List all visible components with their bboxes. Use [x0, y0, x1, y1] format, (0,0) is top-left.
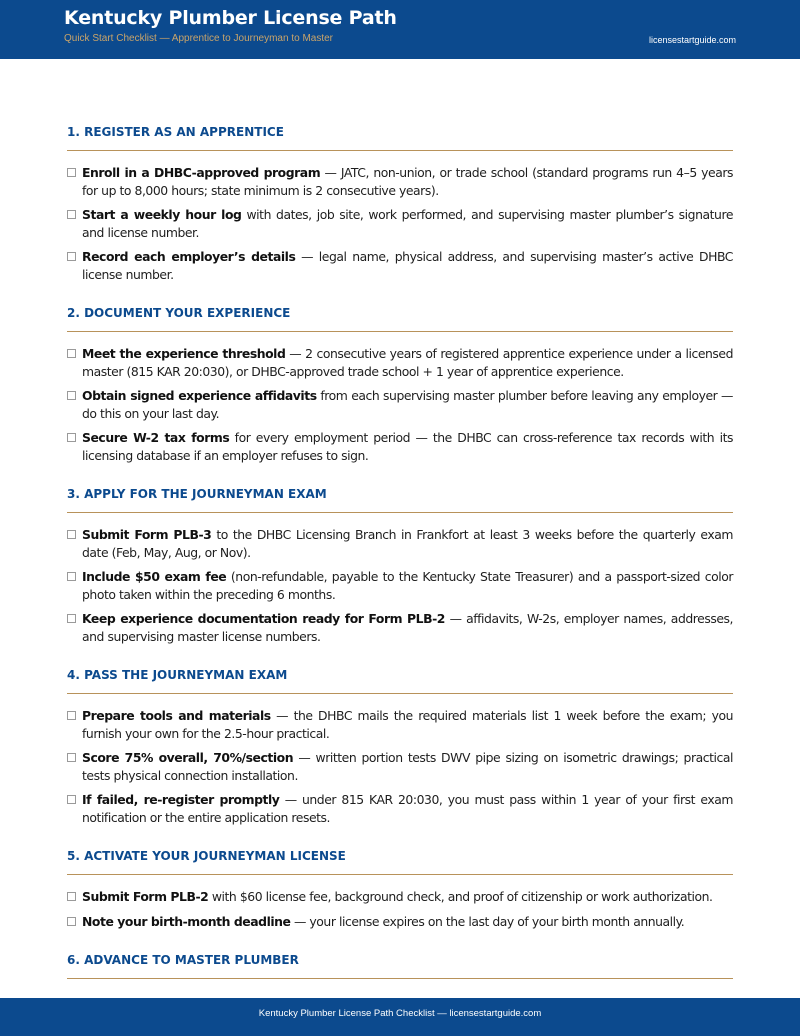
checkbox-icon[interactable] — [67, 252, 76, 261]
checklist-section — [67, 943, 733, 979]
checkbox-icon[interactable] — [67, 753, 76, 762]
item-title: Meet the experience threshold — [82, 346, 286, 361]
item-title: Include $50 exam fee — [82, 569, 227, 584]
item-description: to the DHBC Licensing Branch in Frankfort at least 3 weeks before the quarterly exam date (Feb, May, Aug, or Nov). — [82, 527, 734, 560]
checklist-section — [67, 296, 733, 477]
page-title: Kentucky Plumber License Path — [64, 7, 397, 29]
item-title: Record each employer’s details — [82, 249, 296, 264]
checklist-items — [67, 875, 733, 943]
checklist-section — [67, 115, 733, 296]
page-subtitle: Quick Start Checklist — Apprentice to Journeyman to Master — [64, 33, 333, 44]
checklist-items — [67, 694, 733, 839]
checklist-section — [67, 839, 733, 943]
section-heading: 1. REGISTER AS AN APPRENTICE — [67, 115, 733, 151]
item-description: — 2 consecutive years of registered apprentice experience under a licensed master (815 KAR 20:030), or DHBC-approved trade school + 1 year of apprentice experience. — [82, 346, 734, 379]
footer-text: Kentucky Plumber License Path Checklist — licensestartguide.com — [258, 1008, 542, 1019]
section-heading: 2. DOCUMENT YOUR EXPERIENCE — [67, 296, 733, 332]
site-url: licensestartguide.com — [648, 35, 736, 45]
item-title: Submit Form PLB-2 — [82, 889, 209, 904]
checklist-item — [67, 749, 733, 784]
item-title: Enroll in a DHBC-approved program — [82, 165, 321, 180]
checklist-content — [67, 115, 733, 979]
checklist-item — [67, 791, 733, 826]
checkbox-icon[interactable] — [67, 795, 76, 804]
item-title: Secure W-2 tax forms — [82, 430, 230, 445]
item-title: Score 75% overall, 70%/section — [82, 750, 294, 765]
item-description: — affidavits, W-2s, employer names, addresses, and supervising master license numbers. — [82, 611, 733, 644]
checklist-section — [67, 658, 733, 839]
item-description: — under 815 KAR 20:030, you must pass within 1 year of your first exam notification or the entire application resets. — [82, 792, 733, 825]
checklist-item — [67, 526, 733, 561]
checkbox-icon[interactable] — [67, 391, 76, 400]
item-title: Obtain signed experience affidavits — [82, 388, 317, 403]
page-header — [0, 0, 800, 59]
checkbox-icon[interactable] — [67, 168, 76, 177]
checkbox-icon[interactable] — [67, 572, 76, 581]
section-heading: 3. APPLY FOR THE JOURNEYMAN EXAM — [67, 477, 733, 513]
item-description: — written portion tests DWV pipe sizing on isometric drawings; practical tests physical connection installation. — [82, 750, 733, 783]
item-description: with dates, job site, work performed, and supervising master plumber’s signature and license number. — [82, 207, 733, 240]
item-description: — JATC, non-union, or trade school (standard programs run 4–5 years for up to 8,000 hours; state minimum is 2 consecutive years). — [82, 165, 733, 198]
checklist-items — [67, 513, 733, 658]
item-description: — legal name, physical address, and supervising master’s active DHBC license number. — [82, 249, 733, 282]
checklist-item — [67, 610, 733, 645]
checklist-item — [67, 707, 733, 742]
section-heading: 4. PASS THE JOURNEYMAN EXAM — [67, 658, 733, 694]
item-description: (non-refundable, payable to the Kentucky State Treasurer) and a passport-sized color photo taken within the preceding 6 months. — [82, 569, 733, 602]
section-heading: 5. ACTIVATE YOUR JOURNEYMAN LICENSE — [67, 839, 733, 875]
item-description: — your license expires on the last day of your birth month annually. — [290, 913, 685, 929]
item-title: Start a weekly hour log — [82, 207, 242, 222]
checkbox-icon[interactable] — [67, 917, 76, 926]
checklist-items — [67, 332, 733, 477]
item-title: Note your birth-month deadline — [82, 913, 291, 929]
checklist-item — [67, 913, 733, 931]
item-title: Prepare tools and materials — [82, 708, 271, 723]
checkbox-icon[interactable] — [67, 349, 76, 358]
checklist-item — [67, 164, 733, 199]
item-description: from each supervising master plumber before leaving any employer — do this on your last day. — [82, 388, 733, 421]
checklist-item — [67, 206, 733, 241]
checklist-item — [67, 568, 733, 603]
item-description: for every employment period — the DHBC can cross-reference tax records with its licensing database if an employer refuses to sign. — [82, 430, 733, 463]
section-heading: 6. ADVANCE TO MASTER PLUMBER — [67, 943, 733, 979]
checklist-item — [67, 345, 733, 380]
page-footer — [0, 998, 800, 1036]
checkbox-icon[interactable] — [67, 711, 76, 720]
checkbox-icon[interactable] — [67, 210, 76, 219]
checkbox-icon[interactable] — [67, 530, 76, 539]
checklist-item — [67, 248, 733, 283]
item-description: — the DHBC mails the required materials list 1 week before the exam; you furnish your own for the 2.5-hour practical. — [82, 708, 733, 741]
checkbox-icon[interactable] — [67, 433, 76, 442]
checkbox-icon[interactable] — [67, 892, 76, 901]
checklist-section — [67, 477, 733, 658]
checklist-item — [67, 888, 733, 906]
checklist-items — [67, 151, 733, 296]
checklist-item — [67, 387, 733, 422]
item-title: Submit Form PLB-3 — [82, 527, 212, 542]
item-title: Keep experience documentation ready for Form PLB-2 — [82, 611, 445, 626]
checkbox-icon[interactable] — [67, 614, 76, 623]
item-title: If failed, re-register promptly — [82, 792, 280, 807]
item-description: with $60 license fee, background check, and proof of citizenship or work authorization. — [208, 889, 713, 904]
checklist-item — [67, 429, 733, 464]
